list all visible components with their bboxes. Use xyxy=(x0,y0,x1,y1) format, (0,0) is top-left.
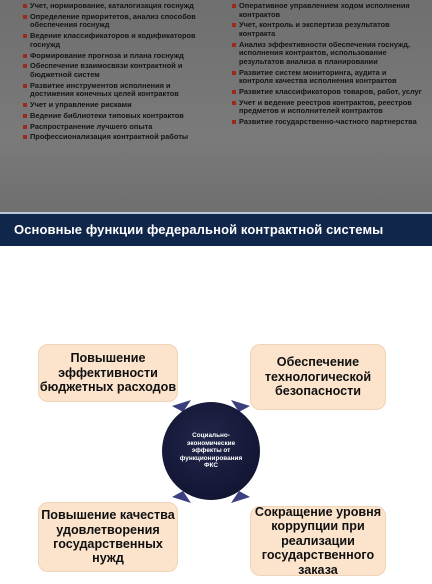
function-left-item xyxy=(8,112,217,121)
effect-label-corruption-reduction: Сокращение уровня коррупции при реализации государственного заказа xyxy=(254,504,382,577)
contract-system-slide xyxy=(0,0,432,246)
functions-list-left xyxy=(8,2,217,208)
function-right-item-text: Оперативное управлением ходом исполнения контрактов xyxy=(239,1,410,19)
functions-columns xyxy=(8,2,426,208)
function-left-item-text: Ведение классификаторов и кодификаторов госнужд xyxy=(30,31,196,49)
function-left-item-text: Профессионализация контрактной работы xyxy=(30,132,189,142)
function-left-item-text: Учет, нормирование, каталогизация госнужд xyxy=(30,1,194,10)
function-left-item xyxy=(8,133,217,142)
function-left-item xyxy=(8,2,217,11)
square-bullet-icon xyxy=(232,71,236,75)
function-right-item xyxy=(217,2,426,19)
slide-title: Основные функции федеральной контрактной системы xyxy=(14,222,384,237)
effect-box-budget-efficiency xyxy=(38,344,178,402)
function-left-item xyxy=(8,123,217,132)
effect-box-needs-quality xyxy=(38,502,178,572)
function-right-item-text: Развитие классификаторов товаров, работ, услуг xyxy=(239,87,422,97)
function-left-item-text: Распространение лучшего опыта xyxy=(30,121,153,131)
effects-diagram xyxy=(0,330,432,584)
function-left-item-text: Развитие инструментов исполнения и достижения конечных целей контрактов xyxy=(30,80,179,99)
function-left-item xyxy=(8,13,217,30)
square-bullet-icon xyxy=(232,4,236,8)
function-left-item xyxy=(8,101,217,110)
square-bullet-icon xyxy=(23,4,27,8)
square-bullet-icon xyxy=(23,64,27,68)
function-right-item-text: Развитие систем мониторинга, аудита и контроля качества исполнения контрактов xyxy=(239,67,397,86)
function-right-item-text: Учет, контроль и экспертиза результатов контракта xyxy=(239,20,390,38)
function-right-item xyxy=(217,118,426,127)
square-bullet-icon xyxy=(23,114,27,118)
function-right-item-text: Учет и ведение реестров контрактов, реестров предметов и исполнителей контрактов xyxy=(239,97,412,116)
effect-label-needs-quality: Повышение качества удовлетворения государственных нужд xyxy=(41,508,175,566)
square-bullet-icon xyxy=(232,90,236,94)
function-right-item xyxy=(217,88,426,97)
function-right-item xyxy=(217,69,426,86)
function-left-item-text: Ведение библиотеки типовых контрактов xyxy=(30,110,184,120)
effect-label-tech-security: Обеспечение технологической безопасности xyxy=(264,355,372,399)
function-right-item-text: Развитие государственно-частного партнерства xyxy=(239,117,417,127)
effect-label-budget-efficiency: Повышение эффективности бюджетных расходов xyxy=(39,351,177,395)
square-bullet-icon xyxy=(232,23,236,27)
square-bullet-icon xyxy=(23,103,27,107)
function-left-item-text: Учет и управление рисками xyxy=(30,100,132,110)
slide-title-band xyxy=(0,212,432,246)
function-left-item-text: Формирование прогноза и плана госнужд xyxy=(30,50,184,60)
square-bullet-icon xyxy=(23,54,27,58)
square-bullet-icon xyxy=(23,125,27,129)
center-circle xyxy=(162,402,260,500)
function-left-item-text: Определение приоритетов, анализ способов обеспечения госнужд xyxy=(30,11,196,30)
square-bullet-icon xyxy=(232,120,236,124)
center-circle-label: Социально-экономические эффекты от функционирования ФКС xyxy=(179,432,243,470)
square-bullet-icon xyxy=(23,84,27,88)
square-bullet-icon xyxy=(232,101,236,105)
square-bullet-icon xyxy=(23,15,27,19)
function-right-item xyxy=(217,99,426,116)
effect-box-corruption-reduction xyxy=(250,506,386,576)
function-left-item xyxy=(8,62,217,79)
square-bullet-icon xyxy=(23,135,27,139)
function-right-item xyxy=(217,21,426,38)
effect-box-tech-security xyxy=(250,344,386,410)
function-right-item xyxy=(217,41,426,67)
function-left-item-text: Обеспечение взаимосвязи контрактной и бюджетной систем xyxy=(30,61,183,79)
function-right-item-text: Анализ эффективности обеспечения госнужд, исполнения контрактов, использование результатов анализа в планировании xyxy=(239,39,411,66)
square-bullet-icon xyxy=(232,43,236,47)
square-bullet-icon xyxy=(23,34,27,38)
functions-list-right xyxy=(217,2,426,208)
function-left-item xyxy=(8,52,217,61)
function-left-item xyxy=(8,32,217,49)
function-left-item xyxy=(8,82,217,99)
